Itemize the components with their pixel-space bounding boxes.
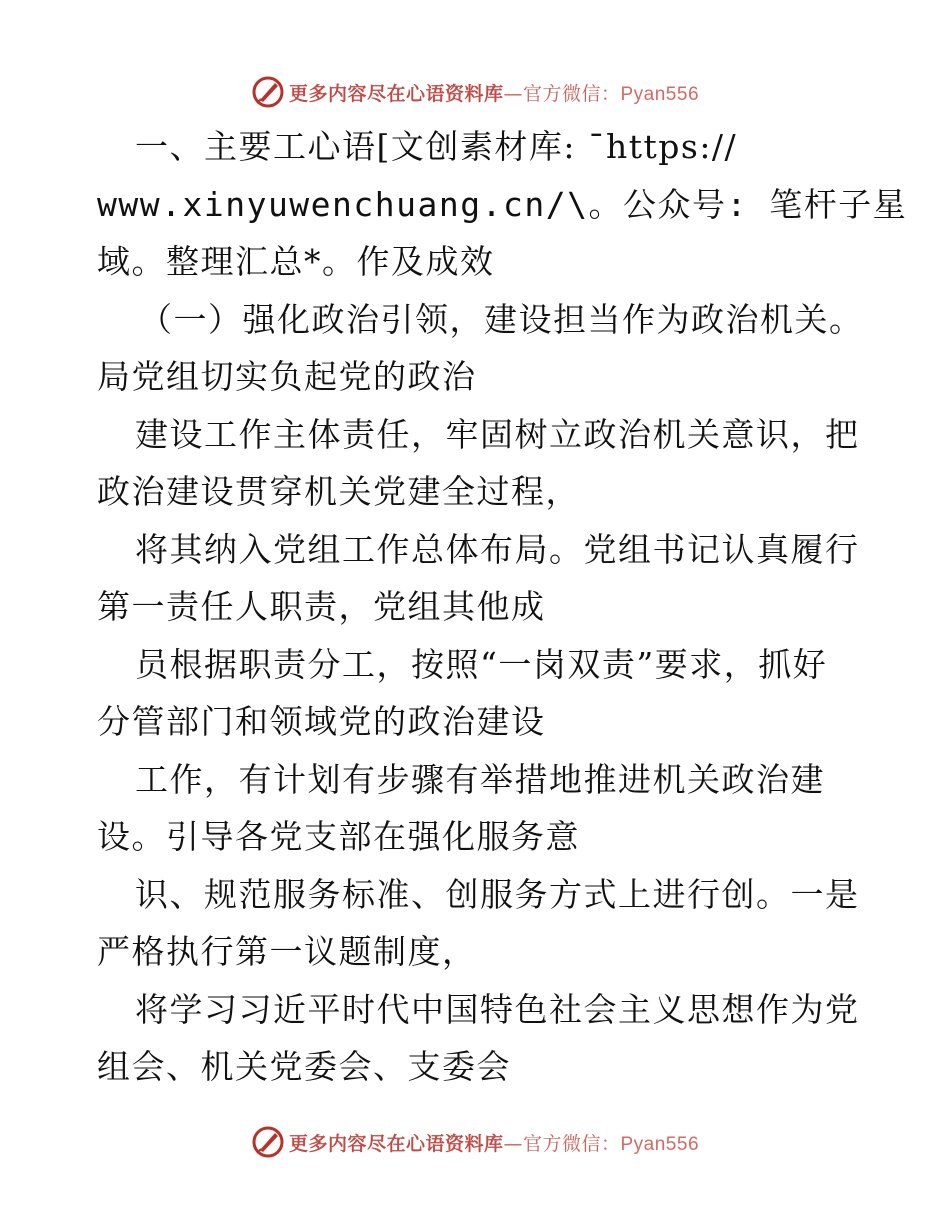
text-line: 政治建设贯穿机关党建全过程， <box>97 472 580 511</box>
quill-logo-icon <box>251 75 285 109</box>
banner-account: Pyan556 <box>620 83 700 105</box>
document-body <box>97 118 908 1096</box>
text-line: 一、主要工心语[文创素材库: ¯https:// <box>135 127 738 166</box>
text-line: 将其纳入党组工作总体布局。党组书记认真履行 <box>135 529 860 569</box>
banner-text <box>289 79 699 106</box>
text-line: 严格执行第一议题制度， <box>97 932 477 971</box>
banner-dash: — <box>503 82 523 105</box>
text-line: 组会、机关党委会、支委会 <box>97 1047 511 1086</box>
text-line: 员根据职责分工，按照“一岗双责”要求，抓好 <box>135 644 828 684</box>
text-line: 识、规范服务标准、创服务方式上进行创。一是 <box>135 874 860 914</box>
text-line: 设。引导各党支部在强化服务意 <box>97 817 580 856</box>
text-line: 域。整理汇总*。作及成效 <box>97 242 495 281</box>
footer-watermark-banner <box>0 1122 950 1162</box>
banner-dash: — <box>503 1132 523 1155</box>
text-line: 分管部门和领域党的政治建设 <box>97 702 546 741</box>
text-line: 将学习习近平时代中国特色社会主义思想作为党 <box>135 989 860 1029</box>
text-line: 建设工作主体责任，牢固树立政治机关意识，把 <box>135 414 860 454</box>
banner-main-text: 更多内容尽在心语资料库 <box>288 82 504 105</box>
banner-account: Pyan556 <box>620 1133 700 1155</box>
banner-wechat-label: 官方微信： <box>522 82 621 105</box>
text-line: 工作，有计划有步骤有举措地推进机关政治建 <box>135 759 825 799</box>
section-heading: （一）强化政治引领，建设担当作为政治机关。 <box>139 299 864 339</box>
banner-wechat-label: 官方微信： <box>522 1132 621 1155</box>
quill-logo-icon <box>251 1125 285 1159</box>
banner-text <box>289 1129 699 1156</box>
banner-main-text: 更多内容尽在心语资料库 <box>288 1132 504 1155</box>
text-line: www.xinyuwenchuang.cn/\。公众号: 笔杆子星 <box>97 184 908 224</box>
text-line: 第一责任人职责，党组其他成 <box>97 587 546 626</box>
header-watermark-banner <box>0 72 950 112</box>
text-line: 局党组切实负起党的政治 <box>97 357 477 396</box>
